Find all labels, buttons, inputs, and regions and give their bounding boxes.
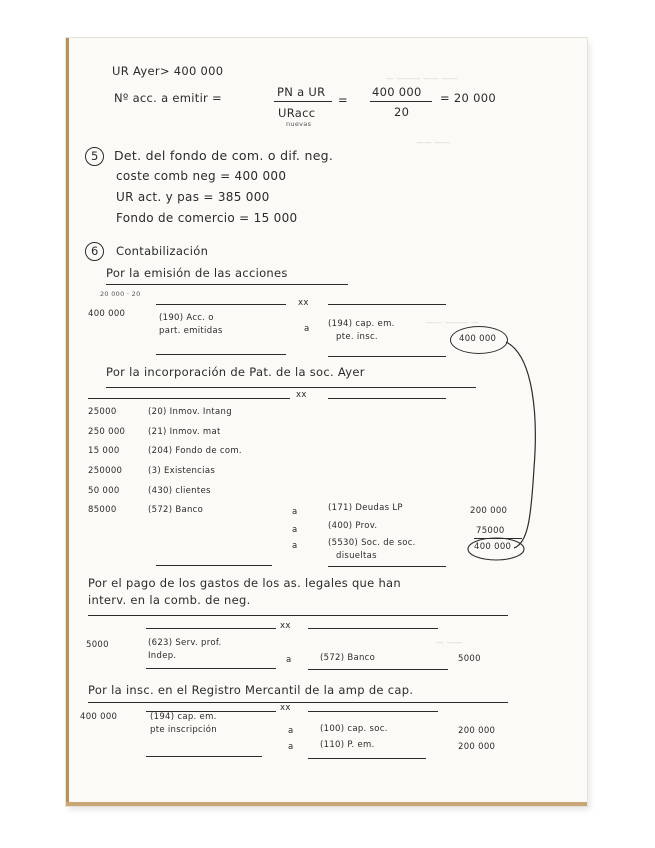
debit-account: (430) clientes bbox=[148, 486, 211, 496]
entry2-heading: Por la incorporación de Pat. de la soc. Ayer bbox=[106, 365, 365, 379]
debit-amount: 50 000 bbox=[88, 486, 120, 496]
fraction1-numerator: PN a UR bbox=[277, 85, 326, 99]
entry3-xx: xx bbox=[280, 621, 291, 631]
credit-amount: 200 000 bbox=[470, 506, 508, 516]
equals-sign: = bbox=[338, 93, 348, 107]
entry4-debit-account-2: pte inscripción bbox=[150, 725, 217, 735]
section-6-number: 6 bbox=[91, 244, 99, 258]
ur-ayer-line: UR Ayer> 400 000 bbox=[112, 64, 224, 78]
entry4-amount: 400 000 bbox=[80, 712, 118, 722]
entry1-credit-account-2: pte. insc. bbox=[336, 332, 378, 342]
entry4-debit-account: (194) cap. em. bbox=[150, 712, 217, 722]
fraction2-numerator: 400 000 bbox=[372, 85, 422, 99]
fondo-comercio-line: Fondo de comercio = 15 000 bbox=[116, 211, 298, 225]
entry4-a: a bbox=[288, 742, 294, 752]
entry3-a: a bbox=[286, 655, 292, 665]
bleed-through-text: —— ——— — bbox=[426, 318, 480, 327]
entry4-credit-account: (110) P. em. bbox=[320, 740, 375, 750]
entry4-credit-amount: 200 000 bbox=[458, 742, 496, 752]
fraction2-denominator: 20 bbox=[394, 105, 410, 119]
entry1-circled-amount: 400 000 bbox=[459, 334, 497, 344]
debit-account: (572) Banco bbox=[148, 505, 204, 515]
notebook-page bbox=[66, 38, 587, 806]
entry4-xx: xx bbox=[280, 703, 291, 713]
debit-account: (21) Inmov. mat bbox=[148, 427, 221, 437]
credit-amount: 75000 bbox=[476, 526, 505, 536]
fraction1-note: nuevas bbox=[286, 120, 312, 128]
ur-act-pas-line: UR act. y pas = 385 000 bbox=[116, 190, 270, 204]
debit-account: (204) Fondo de com. bbox=[148, 446, 242, 456]
credit-amount: 400 000 bbox=[474, 542, 512, 552]
credit-account: (400) Prov. bbox=[328, 521, 378, 531]
debit-account: (20) Inmov. Intang bbox=[148, 407, 232, 417]
debit-account: (3) Existencias bbox=[148, 466, 216, 476]
debit-amount: 15 000 bbox=[88, 446, 120, 456]
entry3-credit-amount: 5000 bbox=[458, 654, 481, 664]
section-5-title: Det. del fondo de com. o dif. neg. bbox=[114, 148, 334, 163]
entry1-xx: xx bbox=[298, 298, 309, 308]
num-acciones-label: Nº acc. a emitir = bbox=[114, 91, 222, 105]
entry1-amount: 400 000 bbox=[88, 309, 126, 319]
entry1-debit-account: (190) Acc. o bbox=[159, 313, 214, 323]
entry3-debit-account: (623) Serv. prof. bbox=[148, 638, 222, 648]
formula-result: = 20 000 bbox=[440, 91, 496, 105]
entry3-heading: Por el pago de los gastos de los as. legales que han bbox=[88, 576, 401, 590]
credit-a: a bbox=[292, 525, 298, 535]
credit-a: a bbox=[292, 541, 298, 551]
entry4-heading: Por la insc. en el Registro Mercantil de la amp de cap. bbox=[88, 683, 414, 697]
entry3-debit-account-2: Indep. bbox=[148, 651, 177, 661]
debit-amount: 25000 bbox=[88, 407, 117, 417]
connector-loop bbox=[66, 38, 587, 806]
credit-account: (5530) Soc. de soc. bbox=[328, 538, 416, 548]
debit-amount: 250 000 bbox=[88, 427, 126, 437]
entry4-credit-account: (100) cap. soc. bbox=[320, 724, 388, 734]
credit-account: (171) Deudas LP bbox=[328, 503, 403, 513]
entry1-heading: Por la emisión de las acciones bbox=[106, 266, 288, 280]
circled-total-oval bbox=[468, 538, 524, 560]
bleed-through-text: — —— bbox=[436, 638, 463, 647]
entry1-debit-account-2: part. emitidas bbox=[159, 326, 223, 336]
entry4-a: a bbox=[288, 726, 294, 736]
entry3-heading-2: interv. en la comb. de neg. bbox=[88, 593, 251, 607]
debit-amount: 250000 bbox=[88, 466, 123, 476]
entry4-credit-amount: 200 000 bbox=[458, 726, 496, 736]
bleed-through-text: — ——— —— —— bbox=[386, 74, 458, 83]
bleed-through-text: —— —— bbox=[416, 138, 451, 147]
entry1-note: 20 000 · 20 bbox=[100, 290, 141, 298]
fraction1-denominator: URacc bbox=[278, 106, 316, 120]
entry3-credit-account: (572) Banco bbox=[320, 653, 376, 663]
section-5-number: 5 bbox=[91, 149, 99, 163]
credit-a: a bbox=[292, 507, 298, 517]
entry3-amount: 5000 bbox=[86, 640, 109, 650]
section-6-title: Contabilización bbox=[116, 244, 209, 258]
entry2-xx: xx bbox=[296, 390, 307, 400]
credit-account-2: disueltas bbox=[336, 551, 377, 561]
coste-comb-line: coste comb neg = 400 000 bbox=[116, 169, 287, 183]
entry1-a: a bbox=[304, 324, 310, 334]
debit-amount: 85000 bbox=[88, 505, 117, 515]
entry1-credit-account: (194) cap. em. bbox=[328, 319, 395, 329]
